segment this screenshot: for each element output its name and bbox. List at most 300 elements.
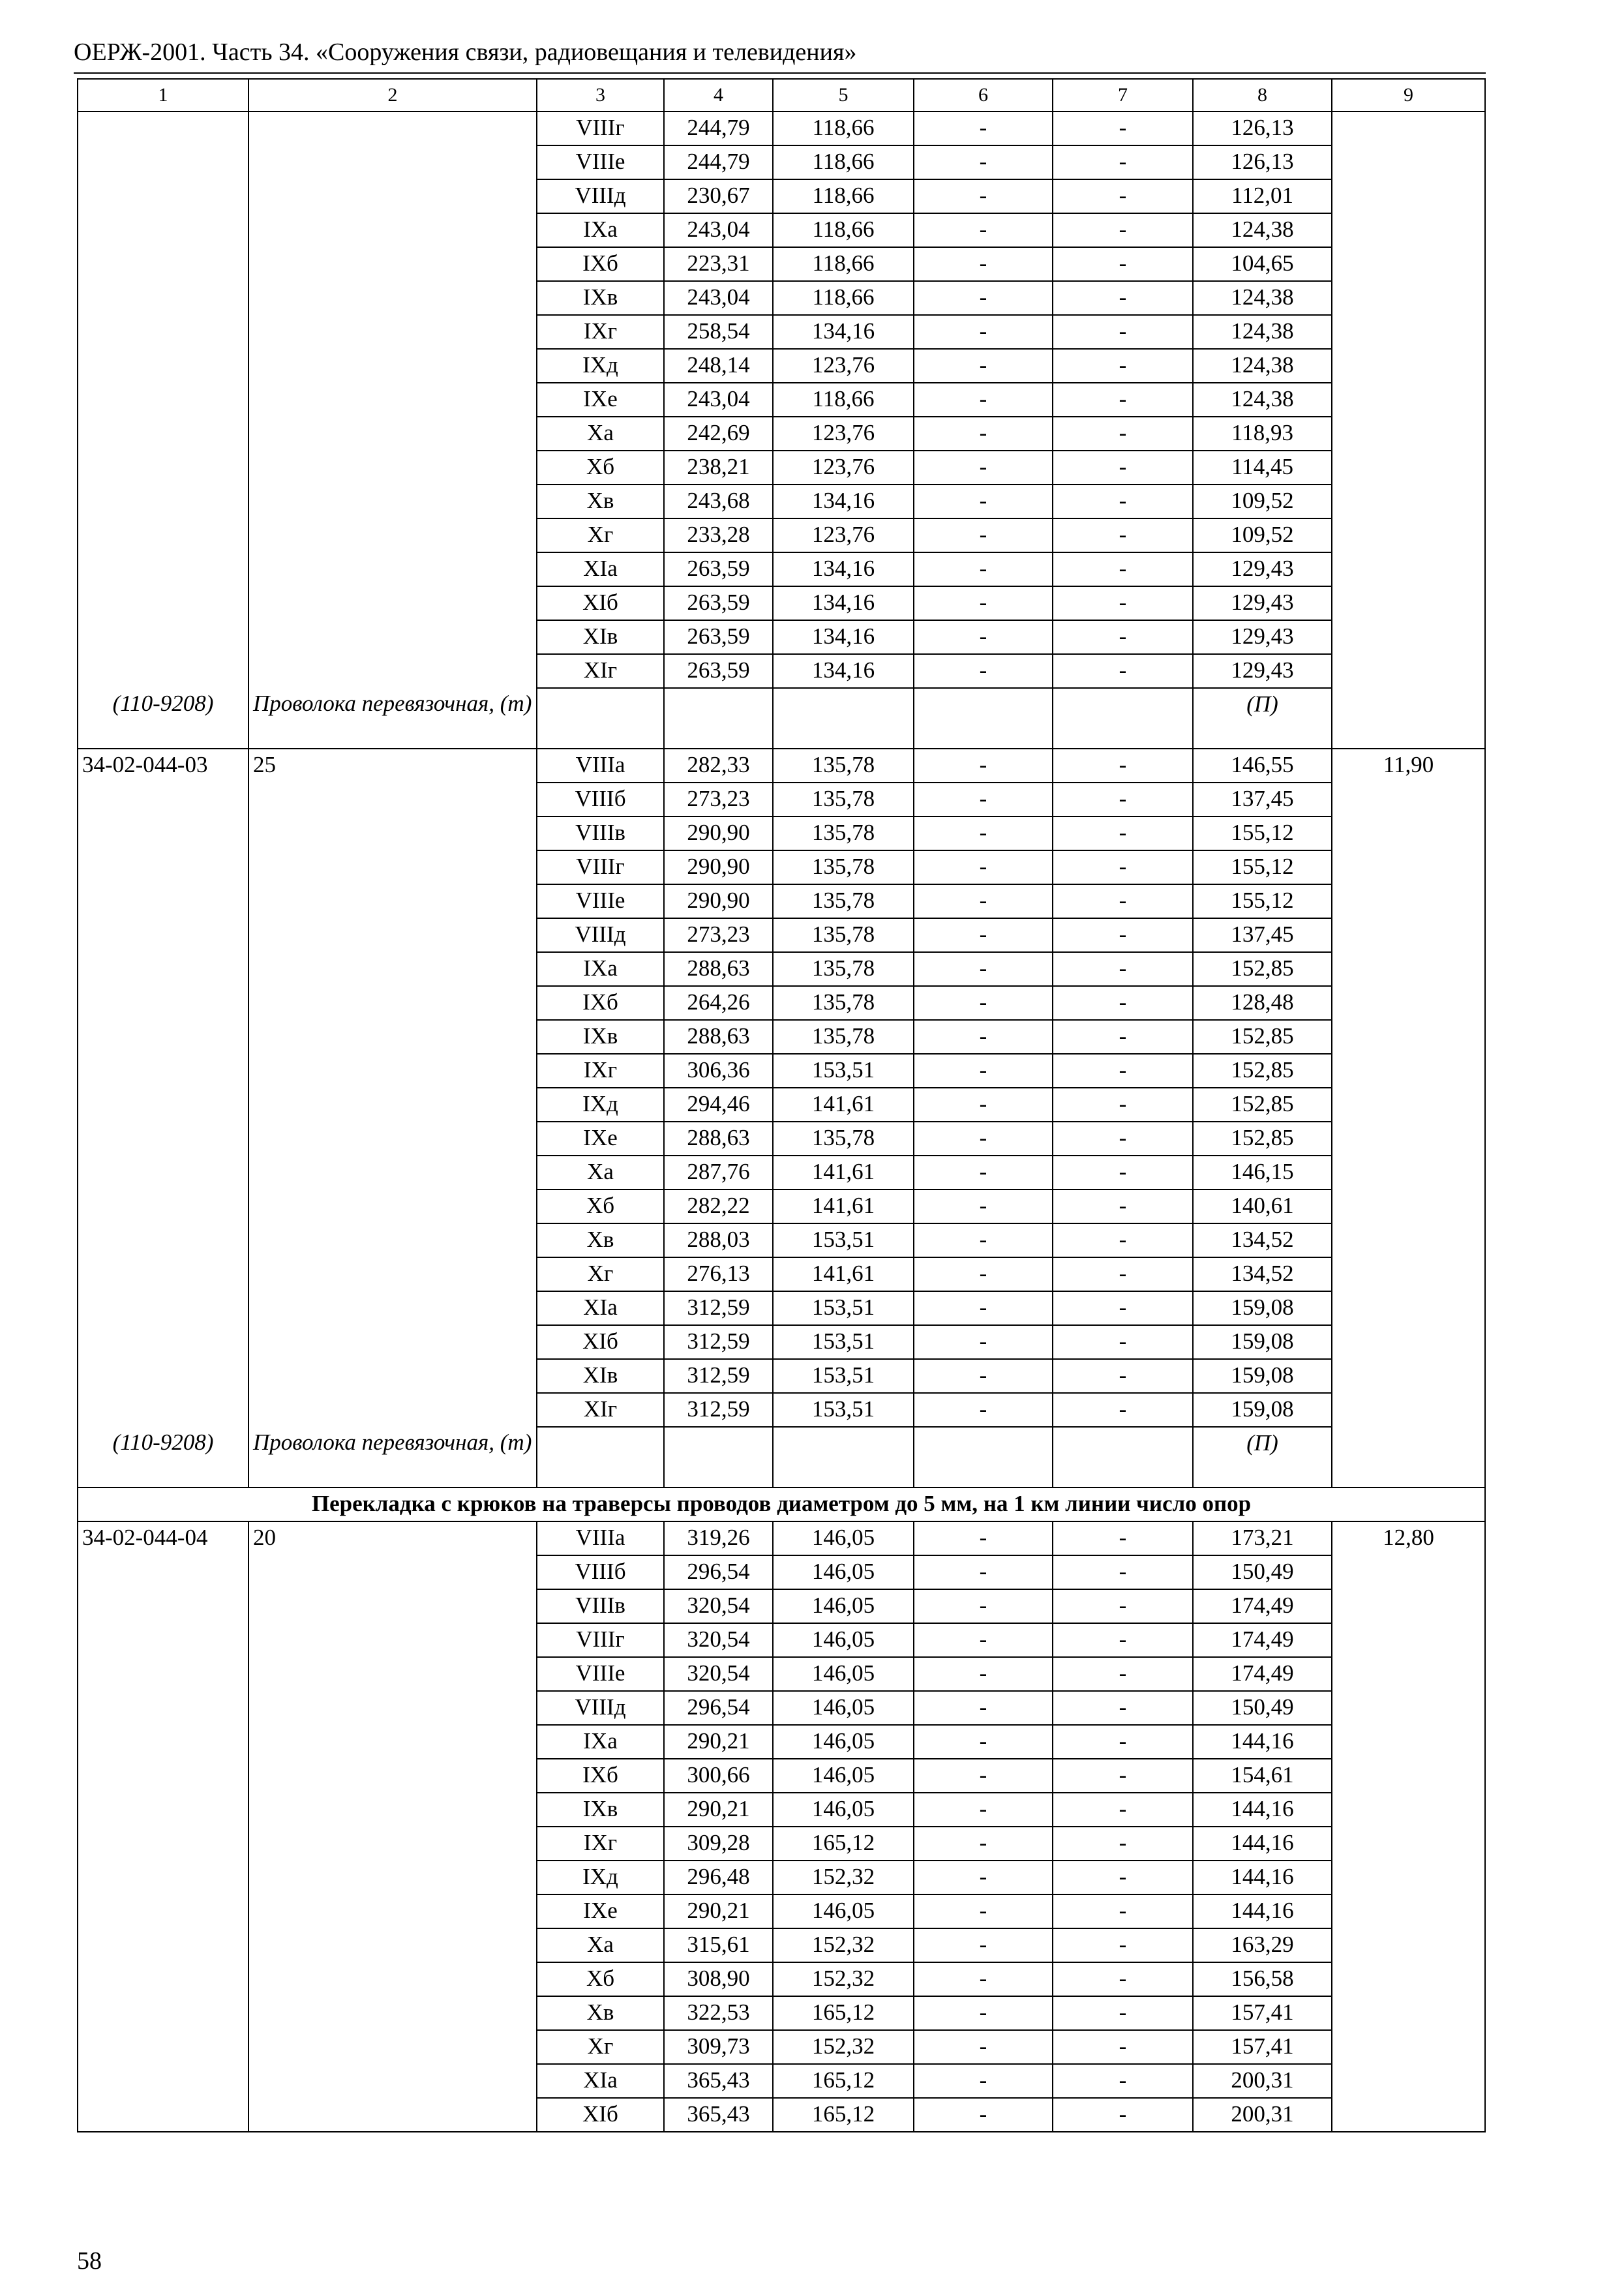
table-row (78, 1223, 1485, 1257)
total-cost-cell: 263,59 (664, 586, 773, 620)
material-cost-cell: 144,16 (1193, 1793, 1332, 1827)
total-cost-cell: 312,59 (664, 1325, 773, 1359)
parameter-cell (248, 1156, 537, 1189)
rate-code-cell (78, 1189, 248, 1223)
zone-cell: IXе (537, 383, 664, 417)
material-cost-cell: 200,31 (1193, 2064, 1332, 2098)
material-cost-cell: 137,45 (1193, 918, 1332, 952)
parameter-cell (248, 1928, 537, 1962)
parameter-cell (248, 349, 537, 383)
zone-cell: Xг (537, 2030, 664, 2064)
parameter-cell (248, 884, 537, 918)
labor-hours-cell: 12,80 (1332, 1521, 1485, 1555)
machine-cost-cell: - (914, 213, 1053, 247)
rate-code-cell (78, 1759, 248, 1793)
machine-cost-cell: - (914, 1657, 1053, 1691)
machine-cost-cell: - (914, 1589, 1053, 1623)
material-cost-cell: 155,12 (1193, 816, 1332, 850)
rate-code-cell (78, 1589, 248, 1623)
labor-cost-cell: 135,78 (773, 952, 914, 986)
machine-cost-cell: - (914, 1122, 1053, 1156)
labor-hours-cell (1332, 552, 1485, 586)
parameter-cell (248, 247, 537, 281)
driver-cost-cell: - (1053, 1359, 1193, 1393)
total-cost-cell: 248,14 (664, 349, 773, 383)
labor-cost-cell: 141,61 (773, 1257, 914, 1291)
material-code-cell: (110-9208) (78, 688, 248, 749)
table-body (78, 79, 1485, 2132)
empty-cell (1053, 1427, 1193, 1488)
labor-hours-cell (1332, 1928, 1485, 1962)
labor-hours-cell (1332, 884, 1485, 918)
zone-cell: VIIIв (537, 1589, 664, 1623)
machine-cost-cell: - (914, 952, 1053, 986)
total-cost-cell: 238,21 (664, 451, 773, 485)
machine-cost-cell: - (914, 816, 1053, 850)
parameter-cell (248, 1623, 537, 1657)
rate-code-cell (78, 1054, 248, 1088)
machine-cost-cell: - (914, 1555, 1053, 1589)
driver-cost-cell: - (1053, 1555, 1193, 1589)
rate-code-cell (78, 1894, 248, 1928)
labor-cost-cell: 123,76 (773, 349, 914, 383)
parameter-cell (248, 952, 537, 986)
labor-hours-cell (1332, 213, 1485, 247)
labor-hours-cell (1332, 1759, 1485, 1793)
zone-cell: VIIIа (537, 1521, 664, 1555)
material-cost-cell: 152,85 (1193, 952, 1332, 986)
empty-cell (914, 1427, 1053, 1488)
parameter-cell (248, 1996, 537, 2030)
parameter-cell (248, 1555, 537, 1589)
rate-code-cell (78, 620, 248, 654)
zone-cell: Xб (537, 1962, 664, 1996)
table-row (78, 1962, 1485, 1996)
labor-cost-cell: 153,51 (773, 1393, 914, 1427)
rate-code-cell: 34-02-044-03 (78, 749, 248, 783)
table-row (78, 1928, 1485, 1962)
parameter-cell (248, 783, 537, 816)
machine-cost-cell: - (914, 1962, 1053, 1996)
zone-cell: XIа (537, 552, 664, 586)
material-qty-cell: (П) (1193, 1427, 1332, 1488)
parameter-cell (248, 2064, 537, 2098)
labor-cost-cell: 134,16 (773, 620, 914, 654)
material-cost-cell: 112,01 (1193, 179, 1332, 213)
material-code-cell: (110-9208) (78, 1427, 248, 1488)
driver-cost-cell: - (1053, 1189, 1193, 1223)
driver-cost-cell: - (1053, 2030, 1193, 2064)
labor-cost-cell: 135,78 (773, 1122, 914, 1156)
labor-cost-cell: 153,51 (773, 1054, 914, 1088)
machine-cost-cell: - (914, 1257, 1053, 1291)
empty-cell (1332, 1427, 1485, 1488)
zone-cell: Xа (537, 1156, 664, 1189)
table-row (78, 1555, 1485, 1589)
machine-cost-cell: - (914, 1020, 1053, 1054)
zone-cell: Xб (537, 451, 664, 485)
machine-cost-cell: - (914, 884, 1053, 918)
labor-cost-cell: 146,05 (773, 1793, 914, 1827)
table-row (78, 349, 1485, 383)
material-cost-cell: 129,43 (1193, 620, 1332, 654)
labor-hours-cell (1332, 281, 1485, 315)
total-cost-cell: 312,59 (664, 1393, 773, 1427)
table-row (78, 749, 1485, 783)
driver-cost-cell: - (1053, 1325, 1193, 1359)
empty-cell (537, 1427, 664, 1488)
page-header-title: ОЕРЖ-2001. Часть 34. «Сооружения связи, радиовещания и телевидения» (74, 38, 857, 66)
labor-hours-cell (1332, 1996, 1485, 2030)
material-cost-cell: 146,55 (1193, 749, 1332, 783)
table-row (78, 1088, 1485, 1122)
machine-cost-cell: - (914, 2064, 1053, 2098)
labor-cost-cell: 146,05 (773, 1555, 914, 1589)
total-cost-cell: 243,68 (664, 485, 773, 518)
driver-cost-cell: - (1053, 213, 1193, 247)
total-cost-cell: 244,79 (664, 145, 773, 179)
rate-code-cell (78, 1861, 248, 1894)
total-cost-cell: 243,04 (664, 281, 773, 315)
table-row (78, 1894, 1485, 1928)
driver-cost-cell: - (1053, 383, 1193, 417)
labor-hours-cell (1332, 1122, 1485, 1156)
material-cost-cell: 155,12 (1193, 850, 1332, 884)
driver-cost-cell: - (1053, 620, 1193, 654)
header-rule (74, 72, 1486, 74)
rate-code-cell (78, 816, 248, 850)
parameter-cell (248, 281, 537, 315)
material-cost-cell: 163,29 (1193, 1928, 1332, 1962)
driver-cost-cell: - (1053, 1861, 1193, 1894)
machine-cost-cell: - (914, 586, 1053, 620)
table-row (78, 179, 1485, 213)
labor-cost-cell: 165,12 (773, 2064, 914, 2098)
labor-cost-cell: 135,78 (773, 783, 914, 816)
material-cost-cell: 118,93 (1193, 417, 1332, 451)
zone-cell: VIIIг (537, 850, 664, 884)
zone-cell: IXа (537, 952, 664, 986)
material-cost-cell: 159,08 (1193, 1325, 1332, 1359)
total-cost-cell: 223,31 (664, 247, 773, 281)
parameter-cell (248, 179, 537, 213)
total-cost-cell: 288,63 (664, 1020, 773, 1054)
labor-cost-cell: 135,78 (773, 986, 914, 1020)
total-cost-cell: 290,21 (664, 1725, 773, 1759)
labor-hours-cell (1332, 1359, 1485, 1393)
zone-cell: IXе (537, 1894, 664, 1928)
zone-cell: XIа (537, 2064, 664, 2098)
machine-cost-cell: - (914, 1793, 1053, 1827)
rate-code-cell (78, 179, 248, 213)
machine-cost-cell: - (914, 1521, 1053, 1555)
material-qty-cell: (П) (1193, 688, 1332, 749)
zone-cell: IXд (537, 1088, 664, 1122)
zone-cell: IXв (537, 1793, 664, 1827)
zone-cell: IXв (537, 1020, 664, 1054)
zone-cell: Xв (537, 1996, 664, 2030)
parameter-cell (248, 1894, 537, 1928)
table-row (78, 1393, 1485, 1427)
table-row (78, 1054, 1485, 1088)
total-cost-cell: 319,26 (664, 1521, 773, 1555)
rate-code-cell (78, 1325, 248, 1359)
material-cost-cell: 104,65 (1193, 247, 1332, 281)
total-cost-cell: 263,59 (664, 552, 773, 586)
driver-cost-cell: - (1053, 349, 1193, 383)
material-cost-cell: 129,43 (1193, 586, 1332, 620)
rate-code-cell (78, 2098, 248, 2132)
material-cost-cell: 150,49 (1193, 1555, 1332, 1589)
table-row (78, 315, 1485, 349)
labor-hours-cell (1332, 1257, 1485, 1291)
material-cost-cell: 144,16 (1193, 1861, 1332, 1894)
labor-hours-cell (1332, 417, 1485, 451)
labor-hours-cell (1332, 783, 1485, 816)
machine-cost-cell: - (914, 485, 1053, 518)
rate-code-cell (78, 1725, 248, 1759)
parameter-cell (248, 552, 537, 586)
driver-cost-cell: - (1053, 315, 1193, 349)
driver-cost-cell: - (1053, 1827, 1193, 1861)
rate-code-cell (78, 518, 248, 552)
column-number: 1 (78, 79, 248, 112)
material-cost-cell: 152,85 (1193, 1020, 1332, 1054)
driver-cost-cell: - (1053, 1894, 1193, 1928)
zone-cell: VIIIа (537, 749, 664, 783)
machine-cost-cell: - (914, 1996, 1053, 2030)
machine-cost-cell: - (914, 315, 1053, 349)
driver-cost-cell: - (1053, 1122, 1193, 1156)
material-cost-cell: 109,52 (1193, 518, 1332, 552)
labor-hours-cell (1332, 2030, 1485, 2064)
machine-cost-cell: - (914, 1827, 1053, 1861)
rate-code-cell (78, 2030, 248, 2064)
machine-cost-cell: - (914, 1725, 1053, 1759)
table-row (78, 552, 1485, 586)
labor-hours-cell (1332, 586, 1485, 620)
machine-cost-cell: - (914, 850, 1053, 884)
table-row (78, 281, 1485, 315)
rate-code-cell (78, 349, 248, 383)
machine-cost-cell: - (914, 1928, 1053, 1962)
material-cost-cell: 152,85 (1193, 1122, 1332, 1156)
parameter-cell (248, 1291, 537, 1325)
parameter-cell (248, 1325, 537, 1359)
material-cost-cell: 174,49 (1193, 1623, 1332, 1657)
total-cost-cell: 306,36 (664, 1054, 773, 1088)
material-cost-cell: 157,41 (1193, 2030, 1332, 2064)
zone-cell: IXа (537, 213, 664, 247)
column-number: 9 (1332, 79, 1485, 112)
labor-cost-cell: 146,05 (773, 1589, 914, 1623)
material-cost-cell: 109,52 (1193, 485, 1332, 518)
driver-cost-cell: - (1053, 783, 1193, 816)
machine-cost-cell: - (914, 1623, 1053, 1657)
labor-hours-cell (1332, 1827, 1485, 1861)
rate-code-cell (78, 1223, 248, 1257)
table-row (78, 1257, 1485, 1291)
total-cost-cell: 243,04 (664, 213, 773, 247)
empty-cell (1332, 688, 1485, 749)
labor-cost-cell: 118,66 (773, 281, 914, 315)
labor-hours-cell (1332, 1291, 1485, 1325)
rate-code-cell (78, 213, 248, 247)
driver-cost-cell: - (1053, 654, 1193, 688)
zone-cell: IXб (537, 1759, 664, 1793)
parameter-cell (248, 1122, 537, 1156)
rate-code-cell (78, 1359, 248, 1393)
table-row (78, 850, 1485, 884)
machine-cost-cell: - (914, 749, 1053, 783)
material-cost-cell: 159,08 (1193, 1291, 1332, 1325)
driver-cost-cell: - (1053, 2098, 1193, 2132)
driver-cost-cell: - (1053, 451, 1193, 485)
total-cost-cell: 233,28 (664, 518, 773, 552)
total-cost-cell: 296,54 (664, 1691, 773, 1725)
total-cost-cell: 264,26 (664, 986, 773, 1020)
labor-cost-cell: 134,16 (773, 552, 914, 586)
rate-code-cell (78, 451, 248, 485)
parameter-cell: 20 (248, 1521, 537, 1555)
labor-cost-cell: 123,76 (773, 451, 914, 485)
total-cost-cell: 312,59 (664, 1291, 773, 1325)
parameter-cell (248, 918, 537, 952)
rate-code-cell (78, 850, 248, 884)
zone-cell: XIа (537, 1291, 664, 1325)
labor-cost-cell: 123,76 (773, 518, 914, 552)
labor-cost-cell: 152,32 (773, 1962, 914, 1996)
zone-cell: VIIIв (537, 816, 664, 850)
rate-code-cell (78, 1793, 248, 1827)
driver-cost-cell: - (1053, 1156, 1193, 1189)
table-row (78, 654, 1485, 688)
table-row (78, 1521, 1485, 1555)
total-cost-cell: 282,22 (664, 1189, 773, 1223)
rate-code-cell (78, 112, 248, 145)
labor-hours-cell (1332, 485, 1485, 518)
labor-hours-cell (1332, 179, 1485, 213)
table-row (78, 1623, 1485, 1657)
driver-cost-cell: - (1053, 1291, 1193, 1325)
machine-cost-cell: - (914, 1393, 1053, 1427)
table-row (78, 112, 1485, 145)
table-row (78, 1793, 1485, 1827)
rate-code-cell (78, 281, 248, 315)
labor-hours-cell: 11,90 (1332, 749, 1485, 783)
labor-hours-cell (1332, 1962, 1485, 1996)
total-cost-cell: 320,54 (664, 1589, 773, 1623)
total-cost-cell: 365,43 (664, 2064, 773, 2098)
labor-cost-cell: 135,78 (773, 850, 914, 884)
machine-cost-cell: - (914, 2098, 1053, 2132)
zone-cell: IXд (537, 1861, 664, 1894)
labor-hours-cell (1332, 654, 1485, 688)
total-cost-cell: 273,23 (664, 918, 773, 952)
table-row (78, 918, 1485, 952)
driver-cost-cell: - (1053, 1996, 1193, 2030)
parameter-cell: 25 (248, 749, 537, 783)
table-row (78, 1189, 1485, 1223)
zone-cell: VIIIг (537, 112, 664, 145)
column-number: 8 (1193, 79, 1332, 112)
material-cost-cell: 134,52 (1193, 1257, 1332, 1291)
labor-hours-cell (1332, 1657, 1485, 1691)
driver-cost-cell: - (1053, 1793, 1193, 1827)
rate-code-cell (78, 1996, 248, 2030)
labor-cost-cell: 134,16 (773, 485, 914, 518)
driver-cost-cell: - (1053, 1691, 1193, 1725)
material-cost-cell: 140,61 (1193, 1189, 1332, 1223)
machine-cost-cell: - (914, 654, 1053, 688)
rate-code-cell (78, 1020, 248, 1054)
labor-cost-cell: 165,12 (773, 1827, 914, 1861)
material-cost-cell: 157,41 (1193, 1996, 1332, 2030)
driver-cost-cell: - (1053, 281, 1193, 315)
total-cost-cell: 288,63 (664, 1122, 773, 1156)
total-cost-cell: 290,90 (664, 884, 773, 918)
zone-cell: IXв (537, 281, 664, 315)
driver-cost-cell: - (1053, 1521, 1193, 1555)
empty-cell (664, 1427, 773, 1488)
labor-cost-cell: 135,78 (773, 1020, 914, 1054)
labor-cost-cell: 118,66 (773, 383, 914, 417)
labor-cost-cell: 146,05 (773, 1725, 914, 1759)
parameter-cell (248, 213, 537, 247)
machine-cost-cell: - (914, 783, 1053, 816)
zone-cell: Xг (537, 518, 664, 552)
total-cost-cell: 365,43 (664, 2098, 773, 2132)
total-cost-cell: 309,28 (664, 1827, 773, 1861)
empty-cell (773, 688, 914, 749)
parameter-cell (248, 485, 537, 518)
zone-cell: XIв (537, 1359, 664, 1393)
driver-cost-cell: - (1053, 485, 1193, 518)
table-row (78, 586, 1485, 620)
table-row (78, 1359, 1485, 1393)
machine-cost-cell: - (914, 620, 1053, 654)
total-cost-cell: 296,54 (664, 1555, 773, 1589)
rate-code-cell (78, 783, 248, 816)
total-cost-cell: 312,59 (664, 1359, 773, 1393)
driver-cost-cell: - (1053, 1962, 1193, 1996)
labor-cost-cell: 153,51 (773, 1291, 914, 1325)
material-cost-cell: 126,13 (1193, 112, 1332, 145)
labor-cost-cell: 118,66 (773, 112, 914, 145)
total-cost-cell: 290,21 (664, 1894, 773, 1928)
machine-cost-cell: - (914, 383, 1053, 417)
total-cost-cell: 296,48 (664, 1861, 773, 1894)
total-cost-cell: 263,59 (664, 654, 773, 688)
labor-hours-cell (1332, 1725, 1485, 1759)
total-cost-cell: 290,21 (664, 1793, 773, 1827)
material-row (78, 1427, 1485, 1488)
rate-code-cell (78, 315, 248, 349)
zone-cell: VIIIе (537, 145, 664, 179)
driver-cost-cell: - (1053, 749, 1193, 783)
parameter-cell (248, 1759, 537, 1793)
parameter-cell (248, 1725, 537, 1759)
labor-hours-cell (1332, 315, 1485, 349)
table-row (78, 816, 1485, 850)
table-row (78, 1020, 1485, 1054)
total-cost-cell: 287,76 (664, 1156, 773, 1189)
machine-cost-cell: - (914, 1189, 1053, 1223)
driver-cost-cell: - (1053, 1054, 1193, 1088)
labor-hours-cell (1332, 952, 1485, 986)
total-cost-cell: 230,67 (664, 179, 773, 213)
zone-cell: Xа (537, 1928, 664, 1962)
